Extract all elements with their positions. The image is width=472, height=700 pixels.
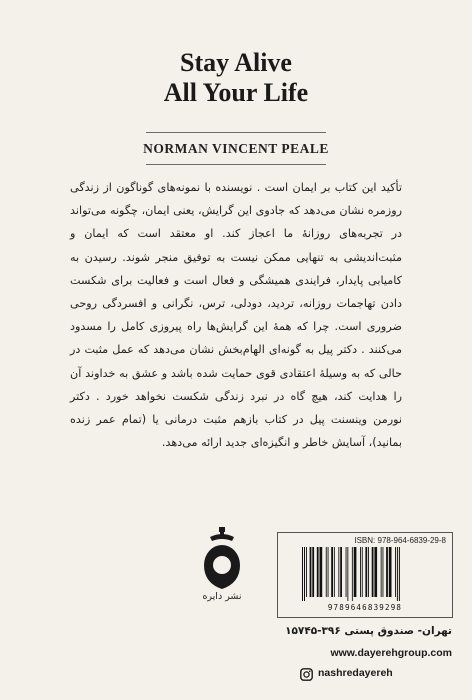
- barcode-digits: 9789646839298: [327, 603, 403, 612]
- publisher-logo: [200, 525, 244, 595]
- bottom-divider: [146, 164, 326, 165]
- title-line-1: Stay Alive: [180, 48, 292, 77]
- isbn-label: ISBN: 978-964-6839-29-8: [354, 536, 446, 545]
- book-title: [0, 48, 472, 108]
- author-name: NORMAN VINCENT PEALE: [143, 141, 329, 156]
- instagram-icon: [300, 668, 313, 681]
- publisher-website[interactable]: www.dayerehgroup.com: [330, 647, 452, 659]
- top-divider: [146, 132, 326, 133]
- instagram-handle: nashredayereh: [318, 667, 393, 679]
- instagram-link[interactable]: [300, 666, 452, 684]
- book-description: تأکید این کتاب بر ایمان است . نویسنده با نمونه‌های گوناگون از زندگی روزمره نشان می‌دهد که جادوی این گرایش، یعنی ایمان، چگونه می‌تواند در تجربه‌های روزانهٔ ما اعجاز کند. او معتقد است که ایمان و مثبت‌اندیشی به تنهایی ممکن نیست به توفیق منجر شوند. رسیدن به کامیابی پایدار، فرایندی همیشگی و فعال است و فعالیت برای شکست دادن تهاجمات روزانه، تردید، دودلی، ترس، نگرانی و افسردگی روحی ضروری است. چرا که همهٔ این گرایش‌ها راه پیروزی کامل را مسدود می‌کنند . دکتر پیل به گونه‌ای الهام‌بخش نشان می‌دهد که عمل مثبت در حالی که به وسیلهٔ اعتقادی قوی حمایت شده باشد و عشق به خداوند آن را هدایت کند، هیچ گاه در نبرد زندگی شکست نخواهد خورد . دکتر نورمن وینسنت پیل در کتاب بازهم مثبت درمانی یا (تمام عمر زنده بمانید)، آسایش خاطر و انگیزه‌ای جدید ارائه می‌دهد.: [70, 181, 402, 450]
- barcode-bars: [300, 547, 446, 601]
- publisher-address: تهران- صندوق پستی ۳۹۶-۱۵۷۴۵: [285, 625, 452, 637]
- publisher-name: نشر دایره: [202, 591, 242, 602]
- title-line-2: All Your Life: [163, 78, 309, 107]
- isbn-barcode-box: [277, 532, 453, 618]
